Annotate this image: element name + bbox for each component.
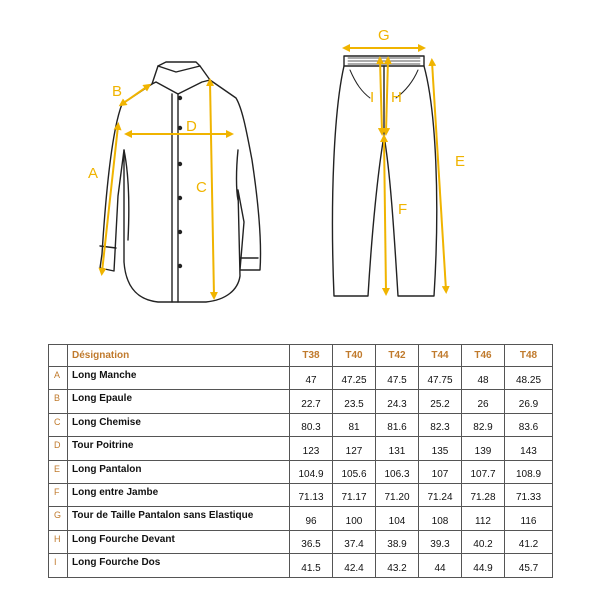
measure-line-b (122, 86, 148, 104)
size-value-cell: 37.4 (333, 530, 376, 553)
size-value-cell: 71.28 (462, 483, 505, 506)
header-size: T46 (462, 345, 505, 367)
size-value-cell: 44 (419, 554, 462, 577)
row-code: G (49, 507, 68, 530)
size-value-cell: 47.25 (333, 367, 376, 390)
size-value-cell: 40.2 (462, 530, 505, 553)
label-b: B (112, 83, 123, 100)
size-value-cell: 81.6 (376, 413, 419, 436)
row-designation: Long Chemise (68, 413, 290, 436)
size-value-cell: 47.5 (376, 367, 419, 390)
size-value-cell: 108 (419, 507, 462, 530)
row-designation: Tour Poitrine (68, 437, 290, 460)
size-value-cell: 44.9 (462, 554, 505, 577)
label-d: D (186, 118, 197, 135)
size-value-cell: 22.7 (290, 390, 333, 413)
size-value-cell: 96 (290, 507, 333, 530)
table-body (49, 367, 553, 578)
measure-line-h (386, 60, 388, 132)
header-size: T40 (333, 345, 376, 367)
size-value-cell: 131 (376, 437, 419, 460)
label-a: A (88, 165, 99, 182)
row-code: F (49, 483, 68, 506)
header-size: T38 (290, 345, 333, 367)
size-value-cell: 23.5 (333, 390, 376, 413)
size-value-cell: 36.5 (290, 530, 333, 553)
row-code: A (49, 367, 68, 390)
measure-line-c (210, 82, 214, 296)
size-value-cell: 127 (333, 437, 376, 460)
size-value-cell: 83.6 (505, 413, 553, 436)
table-row (49, 367, 553, 390)
table-row (49, 413, 553, 436)
row-designation: Long entre Jambe (68, 483, 290, 506)
size-value-cell: 105.6 (333, 460, 376, 483)
size-value-cell: 47 (290, 367, 333, 390)
row-code: I (49, 554, 68, 577)
label-e: E (455, 153, 466, 170)
table-row (49, 530, 553, 553)
label-g: G (378, 27, 390, 44)
size-value-cell: 48 (462, 367, 505, 390)
size-value-cell: 82.9 (462, 413, 505, 436)
row-code: H (49, 530, 68, 553)
size-value-cell: 71.20 (376, 483, 419, 506)
table-row (49, 554, 553, 577)
row-designation: Long Fourche Devant (68, 530, 290, 553)
row-code: C (49, 413, 68, 436)
size-value-cell: 81 (333, 413, 376, 436)
header-size: T48 (505, 345, 553, 367)
measure-line-i (380, 60, 382, 132)
size-value-cell: 106.3 (376, 460, 419, 483)
size-value-cell: 25.2 (419, 390, 462, 413)
size-value-cell: 108.9 (505, 460, 553, 483)
size-value-cell: 71.33 (505, 483, 553, 506)
label-h: H (391, 89, 402, 106)
size-value-cell: 71.17 (333, 483, 376, 506)
measure-line-f (384, 138, 386, 292)
size-value-cell: 41.5 (290, 554, 333, 577)
size-value-cell: 26 (462, 390, 505, 413)
size-value-cell: 43.2 (376, 554, 419, 577)
size-value-cell: 80.3 (290, 413, 333, 436)
size-value-cell: 82.3 (419, 413, 462, 436)
header-code (49, 345, 68, 367)
size-value-cell: 45.7 (505, 554, 553, 577)
size-value-cell: 71.13 (290, 483, 333, 506)
label-c: C (196, 179, 207, 196)
size-value-cell: 26.9 (505, 390, 553, 413)
measure-line-e (432, 62, 446, 290)
table-row (49, 437, 553, 460)
size-value-cell: 104.9 (290, 460, 333, 483)
size-value-cell: 71.24 (419, 483, 462, 506)
size-value-cell: 116 (505, 507, 553, 530)
size-value-cell: 107.7 (462, 460, 505, 483)
label-f: F (398, 201, 408, 218)
size-value-cell: 107 (419, 460, 462, 483)
row-code: E (49, 460, 68, 483)
size-value-cell: 123 (290, 437, 333, 460)
header-size: T42 (376, 345, 419, 367)
row-designation: Long Epaule (68, 390, 290, 413)
shirt-measure-lines (102, 82, 230, 296)
table-row (49, 483, 553, 506)
size-value-cell: 135 (419, 437, 462, 460)
size-table (48, 344, 553, 578)
table-row (49, 460, 553, 483)
label-i: I (370, 89, 375, 106)
row-code: B (49, 390, 68, 413)
size-value-cell: 39.3 (419, 530, 462, 553)
size-value-cell: 139 (462, 437, 505, 460)
size-value-cell: 41.2 (505, 530, 553, 553)
size-value-cell: 100 (333, 507, 376, 530)
row-code: D (49, 437, 68, 460)
size-value-cell: 48.25 (505, 367, 553, 390)
table-header-row (49, 345, 553, 367)
table-row (49, 507, 553, 530)
size-value-cell: 47.75 (419, 367, 462, 390)
size-value-cell: 112 (462, 507, 505, 530)
size-value-cell: 24.3 (376, 390, 419, 413)
header-designation: Désignation (68, 345, 290, 367)
table-row (49, 390, 553, 413)
row-designation: Long Manche (68, 367, 290, 390)
size-value-cell: 104 (376, 507, 419, 530)
size-value-cell: 42.4 (333, 554, 376, 577)
row-designation: Tour de Taille Pantalon sans Elastique (68, 507, 290, 530)
size-value-cell: 143 (505, 437, 553, 460)
header-size: T44 (419, 345, 462, 367)
row-designation: Long Fourche Dos (68, 554, 290, 577)
size-value-cell: 38.9 (376, 530, 419, 553)
row-designation: Long Pantalon (68, 460, 290, 483)
